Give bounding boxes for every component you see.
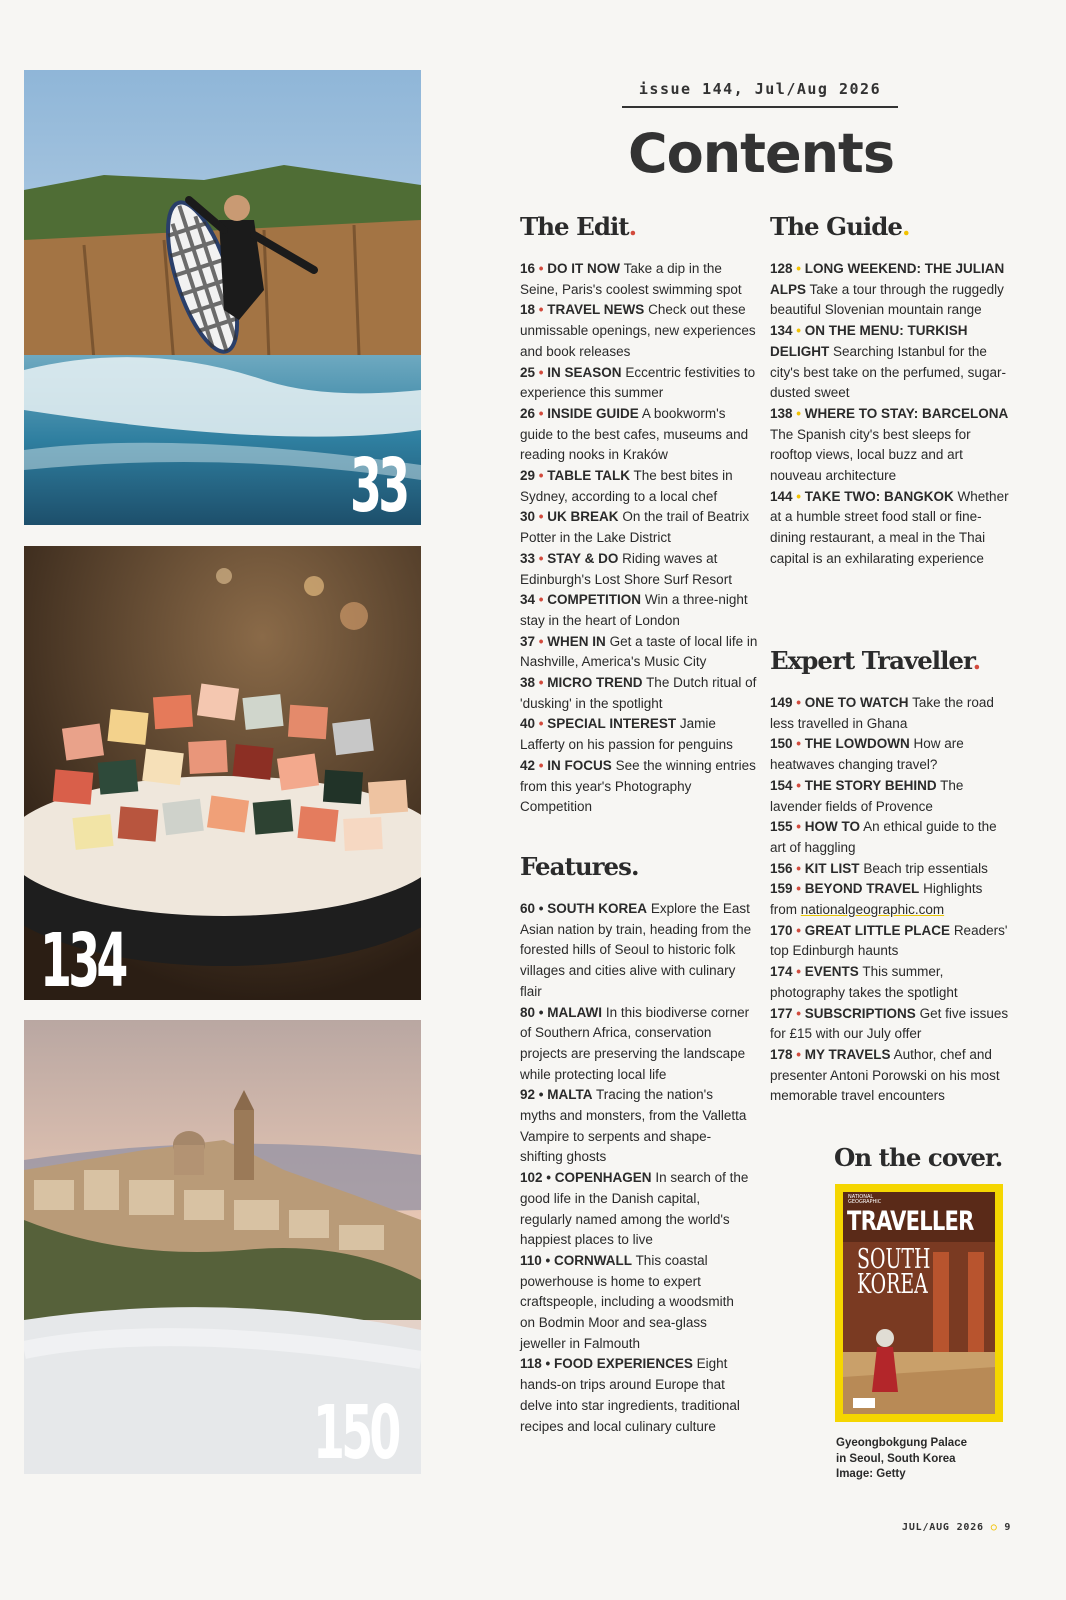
surfer-photo [24, 70, 421, 525]
entry-page-number: 159 [770, 881, 793, 897]
entry-keyword: KIT LIST [804, 860, 860, 876]
contents-entry [770, 1045, 1010, 1107]
entry-keyword: ONE TO WATCH [804, 695, 909, 710]
entry-page-number: 25 [520, 364, 536, 380]
entry-description: This coastal powerhouse is home to expert craftspeople, including a woodsmith on Bodmin Moor and sea-glass jeweller in Falmouth [520, 1252, 734, 1351]
section-heading: The Edit. [520, 212, 637, 241]
contents-entry [770, 404, 1010, 487]
bullet-dot: • [538, 592, 544, 608]
bullet-dot: • [796, 964, 802, 980]
bullet-dot: • [796, 736, 802, 752]
entry-page-number: 174 [770, 964, 793, 980]
contents-entry [770, 1004, 1010, 1045]
entry-description: In this biodiverse corner of Southern Africa, conservation projects are preserving the landscape while protecting local life [520, 1004, 750, 1082]
hilltop-town-photo [24, 1020, 421, 1474]
entry-keyword: EVENTS [804, 964, 859, 980]
contents-entry [520, 673, 760, 714]
cover-brand: NATIONAL GEOGRAPHIC [848, 1194, 882, 1205]
entry-page-number: 138 [770, 405, 793, 421]
contents-entry [520, 714, 760, 755]
bullet-dot: • [538, 302, 544, 318]
contents-entry [520, 507, 760, 548]
entry-keyword: LONG WEEKEND: THE JULIAN ALPS [770, 261, 1005, 297]
entry-page-number: 149 [770, 695, 793, 710]
entry-keyword: IN SEASON [547, 364, 622, 380]
entry-page-number: 150 [770, 736, 793, 752]
entry-keyword: ON THE MENU: TURKISH DELIGHT [770, 323, 968, 359]
bullet-dot: • [796, 777, 802, 793]
contents-entry [770, 962, 1010, 1003]
entry-page-number: 177 [770, 1005, 793, 1021]
entry-description: Beach trip essentials [863, 860, 988, 876]
entry-page-number: 102 [520, 1170, 543, 1186]
entry-description: Get five issues for £15 with our July offer [770, 1005, 1009, 1042]
entry-page-number: 80 [520, 1004, 536, 1020]
section-features [520, 852, 752, 1437]
contents-entry [770, 879, 1010, 920]
contents-entry [520, 756, 760, 818]
cover-heading: On the cover. [834, 1143, 1003, 1172]
cover-headline: SOUTH KOREA [857, 1244, 931, 1300]
contents-entry [770, 259, 1010, 321]
entry-keyword: IN FOCUS [547, 757, 612, 773]
page-title: Contents [627, 122, 894, 185]
entry-page-number: 134 [770, 323, 793, 339]
entry-keyword: INSIDE GUIDE [547, 405, 639, 421]
contents-entry [520, 363, 760, 404]
section-the-edit [520, 212, 760, 818]
entry-keyword: TABLE TALK [547, 468, 631, 484]
contents-entry [520, 1168, 752, 1251]
entry-description: How are heatwaves changing travel? [770, 736, 964, 773]
entry-page-number: 30 [520, 509, 536, 525]
bullet-dot: • [796, 1046, 802, 1062]
entry-list [770, 693, 1010, 1107]
entry-description: Author, chef and presenter Antoni Porowski on his most memorable travel encounters [770, 1046, 1000, 1104]
contents-entry [770, 734, 1010, 775]
entry-description: This summer, photography takes the spotlight [770, 964, 958, 1000]
entry-page-number: 37 [520, 633, 536, 649]
entry-keyword: SUBSCRIPTIONS [804, 1005, 916, 1021]
entry-list [770, 259, 1010, 570]
bullet-dot: • [796, 860, 802, 876]
entry-keyword: THE STORY BEHIND [804, 777, 937, 793]
contents-entry [770, 817, 1010, 858]
entry-description: A bookworm's guide to the best cafes, museums and reading nooks in Kraków [520, 405, 749, 463]
entry-description: Tracing the nation's myths and monsters, from the Valletta Vampire to serpents and shape-shifting ghosts [520, 1087, 747, 1165]
bullet-dot: • [538, 550, 544, 566]
entry-keyword: SOUTH KOREA [547, 901, 648, 916]
entry-keyword: GREAT LITTLE PLACE [804, 922, 951, 938]
entry-keyword: MALTA [547, 1087, 593, 1103]
entry-description: Take a dip in the Seine, Paris's coolest swimming spot [520, 261, 742, 297]
section-heading: The Guide. [770, 212, 910, 241]
bullet-dot: • [546, 1170, 552, 1186]
entry-page-number: 16 [520, 261, 536, 276]
contents-entry [770, 321, 1010, 404]
bullet-dot: • [796, 881, 802, 897]
entry-page-number: 38 [520, 675, 536, 691]
entry-description: Jamie Lafferty on his passion for penguins [520, 716, 733, 753]
entry-description: Explore the East Asian nation by train, heading from the forested hills of Seoul to historic folk villages and cities alive with culinary flair [520, 901, 752, 999]
entry-page-number: 170 [770, 922, 793, 938]
section-heading: Features. [520, 852, 639, 881]
entry-description: Whether at a humble street food stall or fine-dining restaurant, a meal in the Thai capital is an exhilarating experience [770, 488, 1009, 566]
entry-link[interactable]: nationalgeographic.com [800, 902, 945, 918]
entry-keyword: CORNWALL [554, 1252, 633, 1268]
contents-entry [770, 487, 1010, 570]
entry-keyword: BEYOND TRAVEL [804, 881, 920, 897]
entry-page-number: 42 [520, 757, 536, 773]
bullet-dot: • [538, 901, 544, 916]
folio: JUL/AUG 2026 ○ 9 [902, 1522, 1012, 1533]
contents-entry [520, 404, 760, 466]
entry-keyword: HOW TO [804, 819, 861, 835]
entry-description: Searching Istanbul for the city's best take on the perfumed, sugar-dusted sweet [770, 343, 1006, 401]
contents-entry [520, 1354, 752, 1437]
entry-description: Win a three-night stay in the heart of London [520, 592, 748, 628]
entry-keyword: SPECIAL INTEREST [547, 716, 677, 732]
entry-keyword: MICRO TREND [547, 675, 643, 691]
entry-description: The lavender fields of Provence [770, 777, 964, 814]
bullet-dot: • [545, 1252, 551, 1268]
entry-description: Get a taste of local life in Nashville, America's Music City [520, 633, 758, 670]
entry-description: Take the road less travelled in Ghana [770, 695, 994, 731]
contents-entry [770, 776, 1010, 817]
bullet-dot: • [538, 509, 544, 525]
cover-image [843, 1192, 995, 1414]
entry-page-number: 26 [520, 405, 536, 421]
entry-page-number: 92 [520, 1087, 536, 1103]
bullet-dot: • [796, 1005, 802, 1021]
page-ref-33: 33 [350, 443, 407, 525]
entry-page-number: 29 [520, 468, 536, 484]
contents-entry [520, 259, 760, 300]
bullet-dot: • [796, 488, 802, 504]
bullet-dot: • [538, 261, 544, 276]
page-ref-150: 150 [312, 1390, 398, 1474]
bullet-dot: • [796, 819, 802, 835]
page-ref-134: 134 [40, 918, 125, 1000]
bullet-dot: • [545, 1356, 551, 1372]
entry-description: Highlights from [770, 881, 983, 918]
contents-entry [520, 1251, 752, 1355]
bullet-dot: • [796, 261, 802, 276]
cover-thumbnail [835, 1184, 1003, 1422]
cover-caption: Gyeongbokgung Palace in Seoul, South Korea Image: Getty [836, 1437, 967, 1480]
contents-entry [520, 549, 760, 590]
entry-keyword: TRAVEL NEWS [547, 302, 645, 318]
entry-description: The Dutch ritual of 'dusking' in the spotlight [520, 675, 757, 711]
contents-entry [520, 632, 760, 673]
entry-keyword: DO IT NOW [547, 261, 621, 276]
entry-keyword: WHEN IN [547, 633, 606, 649]
entry-page-number: 18 [520, 302, 536, 318]
entry-list [520, 899, 752, 1437]
bullet-dot: • [538, 1004, 544, 1020]
bullet-dot: • [796, 323, 802, 339]
bullet-dot: • [796, 695, 802, 710]
entry-description: Take a tour through the ruggedly beautiful Slovenian mountain range [770, 281, 1004, 318]
entry-keyword: TAKE TWO: BANGKOK [804, 488, 954, 504]
entry-description: The Spanish city's best sleeps for rooftop views, local buzz and art nouveau architecture [770, 426, 971, 484]
contents-entry [520, 466, 760, 507]
contents-entry [520, 1085, 752, 1168]
entry-keyword: MY TRAVELS [804, 1046, 891, 1062]
contents-entry [770, 921, 1010, 962]
bullet-dot: • [538, 675, 544, 691]
entry-keyword: MALAWI [547, 1004, 603, 1020]
entry-page-number: 155 [770, 819, 793, 835]
entry-description: Eight hands-on trips around Europe that delve into star ingredients, traditional recipes and local culinary culture [520, 1356, 740, 1434]
entry-description: Readers' top Edinburgh haunts [770, 922, 1008, 959]
section-expert-traveller [770, 646, 1010, 1107]
bullet-dot: • [538, 405, 544, 421]
entry-page-number: 40 [520, 716, 536, 732]
contents-entry [770, 859, 1010, 880]
entry-description: The best bites in Sydney, according to a local chef [520, 468, 733, 504]
entry-page-number: 128 [770, 261, 793, 276]
entry-keyword: UK BREAK [547, 509, 619, 525]
bullet-dot: • [538, 364, 544, 380]
bullet-dot: • [538, 716, 544, 732]
entry-keyword: FOOD EXPERIENCES [554, 1356, 693, 1372]
entry-page-number: 154 [770, 777, 793, 793]
entry-page-number: 34 [520, 592, 536, 608]
section-heading: Expert Traveller. [770, 646, 981, 675]
issue-line: issue 144, Jul/Aug 2026 [622, 80, 898, 108]
entry-description: An ethical guide to the art of haggling [770, 819, 997, 855]
bullet-dot: • [796, 405, 802, 421]
entry-page-number: 156 [770, 860, 793, 876]
entry-page-number: 118 [520, 1356, 542, 1372]
entry-description: Eccentric festivities to experience this summer [520, 364, 756, 401]
contents-entry [520, 300, 760, 362]
contents-entry [770, 693, 1010, 734]
entry-page-number: 110 [520, 1252, 542, 1268]
bullet-dot: • [538, 757, 544, 773]
entry-list [520, 259, 760, 818]
entry-page-number: 60 [520, 901, 536, 916]
entry-keyword: COPENHAGEN [554, 1170, 652, 1186]
entry-description: On the trail of Beatrix Potter in the Lake District [520, 509, 750, 546]
entry-page-number: 144 [770, 488, 793, 504]
contents-entry [520, 1003, 752, 1086]
contents-entry [520, 590, 760, 631]
cover-masthead: TRAVELLER [847, 1206, 974, 1237]
contents-entry [520, 899, 752, 1003]
entry-keyword: COMPETITION [547, 592, 642, 608]
entry-keyword: WHERE TO STAY: BARCELONA [804, 405, 1009, 421]
entry-page-number: 33 [520, 550, 536, 566]
bullet-dot: • [538, 1087, 544, 1103]
entry-page-number: 178 [770, 1046, 793, 1062]
entry-description: In search of the good life in the Danish capital, regularly named among the world's happiest places to live [520, 1170, 749, 1248]
entry-keyword: STAY & DO [547, 550, 619, 566]
section-the-guide [770, 212, 1010, 570]
bullet-dot: • [796, 922, 802, 938]
entry-description: Check out these unmissable openings, new experiences and book releases [520, 302, 756, 359]
entry-description: Riding waves at Edinburgh's Lost Shore Surf Resort [520, 550, 732, 587]
bullet-dot: • [538, 633, 544, 649]
entry-keyword: THE LOWDOWN [804, 736, 910, 752]
entry-description: See the winning entries from this year's Photography Competition [520, 757, 756, 815]
turkish-delight-photo [24, 546, 421, 1000]
bullet-dot: • [538, 468, 544, 484]
